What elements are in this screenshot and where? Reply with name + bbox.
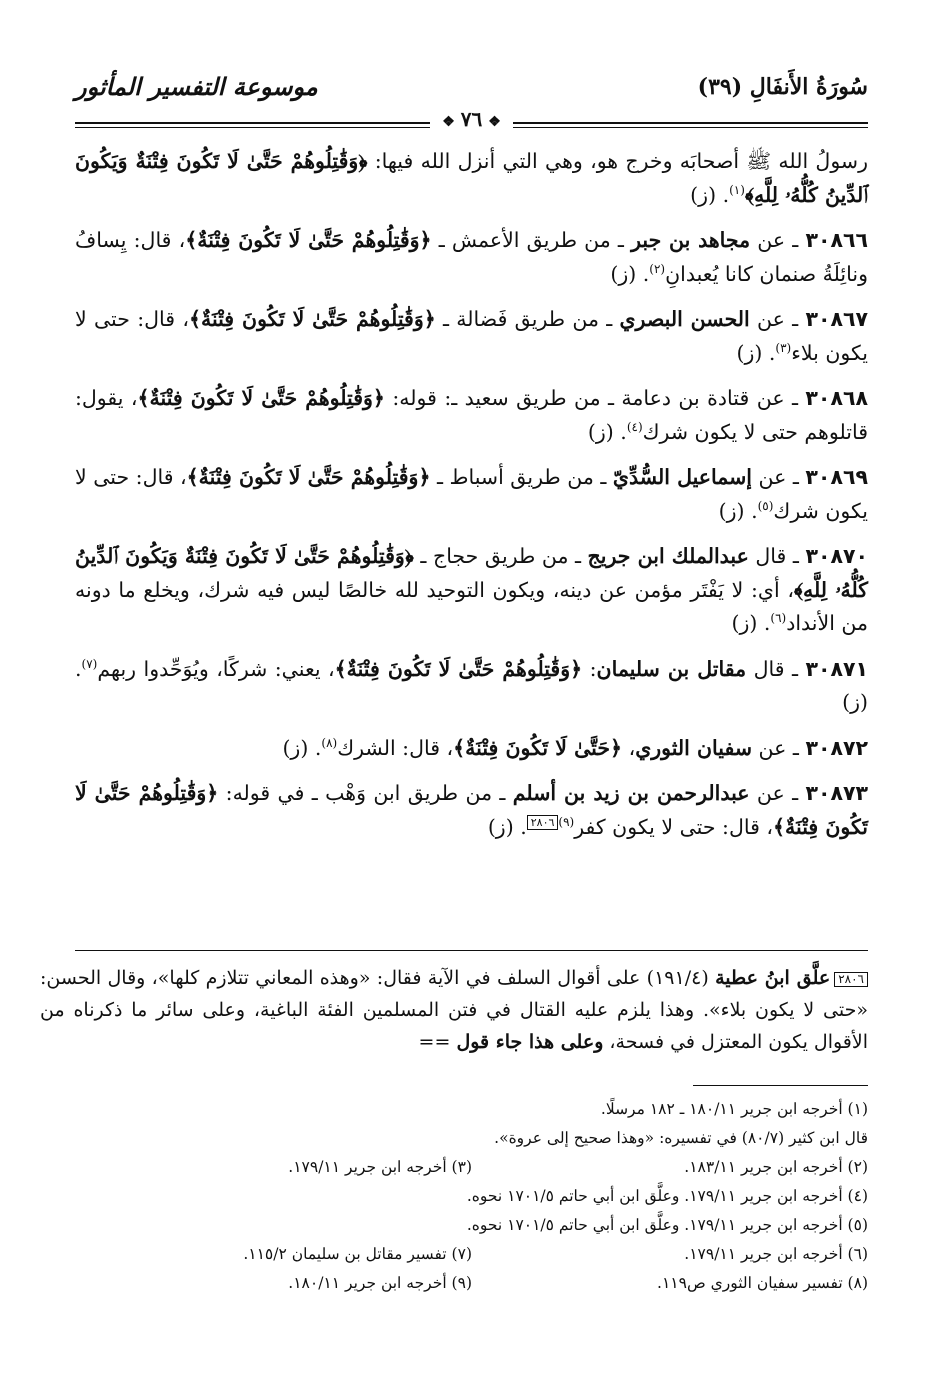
source-mark: . (ز) — [736, 340, 776, 365]
footnote-item: (٨) تفسير سفيان الثوري ص١١٩. — [657, 1274, 868, 1292]
narration-chain: ـ من طريق حجاج ـ — [413, 544, 588, 568]
surah-title: سُورَةُ الأَنفَالِ (٣٩) — [697, 74, 868, 100]
quran-quote: ﴿وَقَٰتِلُوهُمْ حَتَّىٰ لَا تَكُونَ فِتْنَةٌ وَيَكُونَ ٱلدِّينُ كُلُّهُۥ لِلَّهِ﴾ — [75, 544, 868, 602]
page-number-text: ٧٦ — [460, 107, 483, 131]
footnote-row — [75, 1211, 868, 1240]
ornament-icon: ❖ — [488, 114, 501, 130]
narration-text: ، قال: حتى لا يكون شرك — [75, 465, 868, 523]
narration-connector: ـ عن — [750, 228, 806, 252]
quran-quote: ﴿وَقَٰتِلُوهُمْ حَتَّىٰ لَا تَكُونَ فِتْنَةٌ﴾ — [75, 781, 868, 839]
footnote-item: قال ابن كثير (٨٠/٧) في تفسيره: «وهذا صحيح إلى عروة». — [494, 1129, 868, 1147]
source-mark: . (ز) — [282, 735, 322, 760]
footnote-item: (٩) أخرجه ابن جرير ١٨٠/١١. — [288, 1274, 472, 1292]
footnote-item: (٤) أخرجه ابن جرير ١٧٩/١١. وعلَّق ابن أبي حاتم ١٧٠١/٥ نحوه. — [466, 1187, 868, 1205]
narrator-name: الحسن البصري — [619, 307, 750, 331]
commentary-text: (١٩١/٤) على أقوال السلف في الآية فقال: «وهذه المعاني تتلازم كلها»، وقال الحسن: «حتى لا يكون بلاء». وهذا يلزم عليه القتال في فتن المسلمين الفئة الباغية، وعلى سائر ما ذكرناه من الأقوال يكون المعتزل في فسحة، — [40, 967, 868, 1053]
narration-chain: ، — [622, 735, 636, 760]
narration-number: ٣٠٨٦٦ — [805, 228, 868, 252]
narration-connector: ـ قال — [748, 544, 806, 568]
narration-text: ، قال: الشرك — [337, 735, 454, 760]
source-mark: . (ز) — [690, 182, 730, 207]
narrator-name: عبدالرحمن بن زيد بن أسلم — [512, 781, 750, 805]
narrator-name: إسماعيل السُّدِّيّ — [612, 465, 752, 489]
narration-chain: ـ من طريق الأعمش ـ — [431, 228, 632, 252]
narrator-name: مقاتل بن سليمان — [596, 656, 747, 681]
narration-connector: ـ عن — [749, 781, 806, 805]
narration-text: ، يقول: قاتلوهم حتى لا يكون شرك — [75, 386, 868, 444]
narration-chain: ـ من طريق فَضالة ـ — [435, 307, 620, 331]
footnote-item: (٣) أخرجه ابن جرير ١٧٩/١١. — [288, 1158, 472, 1176]
footnote-ref[interactable]: (٨) — [321, 735, 338, 750]
quran-quote: ﴿وَقَٰتِلُوهُمْ حَتَّىٰ لَا تَكُونَ فِتْنَةٌ وَيَكُونَ ٱلدِّينُ كُلُّهُۥ لِلَّهِ﴾ — [75, 149, 868, 207]
source-mark: . (ز) — [75, 656, 868, 714]
narration-text: ، أي: لا يَفْتَر مؤمن عن دينه، ويكون التوحيد لله خالصًا ليس فيه شرك، ويخلع ما دونه من الأنداد — [75, 577, 868, 635]
narration-chain: : — [582, 656, 597, 681]
footnote-row — [75, 1182, 868, 1211]
narration-chain: قتادة بن دعامة ـ من طريق سعيد ـ: قوله: — [384, 386, 750, 410]
page-number — [430, 107, 513, 131]
narration-text: ، قال: حتى لا يكون بلاء — [75, 307, 868, 365]
footnote-ref[interactable]: (٥) — [757, 498, 774, 513]
source-mark: . (ز) — [587, 419, 627, 444]
narration-connector: ـ عن — [752, 465, 806, 489]
footnote-ref[interactable]: (٢) — [649, 261, 666, 276]
narrator-name: مجاهد بن جبر — [631, 228, 751, 252]
narration-list — [75, 224, 868, 844]
narration-number: ٣٠٨٦٧ — [805, 307, 868, 331]
commentary-separator — [75, 950, 868, 951]
narration-text: ، يعني: شركًا، ويُوَحِّدوا ربهم — [97, 656, 335, 681]
quran-quote: ﴿وَقَٰتِلُوهُمْ حَتَّىٰ لَا تَكُونَ فِتْنَةٌ﴾ — [185, 228, 432, 252]
intro-text: رسولُ الله ﷺ أصحابَه وخرج هو، وهي التي أنزل الله فيها: — [367, 149, 868, 173]
commentary-box-number: ٢٨٠٦ — [834, 972, 868, 987]
footnote-ref[interactable]: (٤) — [626, 419, 643, 434]
narration-connector: ـ عن — [749, 307, 806, 331]
footnotes — [75, 1095, 868, 1298]
footnote-ref[interactable]: (١) — [729, 182, 745, 197]
narration-number: ٣٠٨٧٠ — [805, 544, 868, 568]
narration-entry — [75, 303, 868, 370]
narration-entry — [75, 653, 868, 720]
narration-number: ٣٠٨٧١ — [805, 656, 868, 681]
footnote-ref[interactable]: (٩) — [558, 814, 575, 829]
footnote-row — [75, 1095, 868, 1124]
narration-number: ٣٠٨٦٨ — [805, 386, 868, 410]
narrator-name: سفيان الثوري — [635, 735, 753, 760]
quran-quote: ﴿وَقَٰتِلُوهُمْ حَتَّىٰ لَا تَكُونَ فِتْنَةٌ﴾ — [186, 465, 431, 489]
narration-connector: ـ عن — [752, 735, 806, 760]
main-text — [75, 145, 868, 856]
footnote-ref[interactable]: (٣) — [775, 340, 792, 355]
narration-text: ، قال: يِسافُ ونائِلَةُ صنمان كانا يُعبدانِ — [75, 228, 868, 286]
narration-chain: ـ من طريق أسباط ـ — [430, 465, 613, 489]
footnote-row — [75, 1153, 868, 1182]
ornament-icon: ❖ — [442, 114, 455, 130]
source-mark: . (ز) — [487, 814, 527, 839]
commentary-note — [40, 962, 868, 1058]
footnote-item: (٧) تفسير مقاتل بن سليمان ١١٥/٢. — [243, 1245, 472, 1263]
narration-entry — [75, 461, 868, 528]
page-number-area — [0, 107, 943, 131]
source-mark: . (ز) — [718, 498, 758, 523]
narration-number: ٣٠٨٧٣ — [805, 781, 868, 805]
footnote-row — [75, 1240, 868, 1269]
narration-text: ، قال: حتى لا يكون كفر — [574, 814, 774, 839]
commentary-bold-tail: وعلى هذا جاء قول — [456, 1031, 604, 1053]
quran-quote: ﴿وَقَٰتِلُوهُمْ حَتَّىٰ لَا تَكُونَ فِتْنَةٌ﴾ — [334, 656, 583, 681]
footnote-row — [75, 1269, 868, 1298]
footnote-item: (٥) أخرجه ابن جرير ١٧٩/١١. وعلَّق ابن أبي حاتم ١٧٠١/٥ نحوه. — [466, 1216, 868, 1234]
narration-entry — [75, 777, 868, 844]
narration-entry — [75, 224, 868, 291]
footnote-item: (٢) أخرجه ابن جرير ١٨٣/١١. — [684, 1158, 868, 1176]
footnote-separator — [693, 1085, 868, 1086]
running-header — [75, 72, 868, 112]
book-title: موسوعة التفسير المأثور — [75, 72, 318, 101]
narration-number: ٣٠٨٦٩ — [805, 465, 868, 489]
quran-quote: ﴿وَقَٰتِلُوهُمْ حَتَّىٰ لَا تَكُونَ فِتْنَةٌ﴾ — [188, 307, 436, 331]
quran-quote: ﴿حَتَّىٰ لَا تَكُونَ فِتْنَةٌ﴾ — [453, 735, 623, 760]
commentary-box-ref[interactable]: ٢٨٠٦ — [527, 815, 559, 830]
footnote-ref[interactable]: (٧) — [81, 656, 98, 671]
source-mark: . (ز) — [610, 261, 650, 286]
narration-connector: ـ عن — [749, 386, 806, 410]
source-mark: . (ز) — [731, 611, 771, 635]
footnote-item: (٦) أخرجه ابن جرير ١٧٩/١١. — [684, 1245, 868, 1263]
narration-chain: ـ من طريق ابن وَهْب ـ في قوله: — [218, 781, 513, 805]
intro-paragraph — [75, 145, 868, 212]
narration-entry — [75, 540, 868, 641]
narration-connector: ـ قال — [746, 656, 806, 681]
narration-number: ٣٠٨٧٢ — [805, 735, 868, 760]
footnote-row — [75, 1124, 868, 1153]
footnote-item: (١) أخرجه ابن جرير ١٨٠/١١ ـ ١٨٢ مرسلًا. — [600, 1100, 868, 1118]
narration-entry — [75, 382, 868, 449]
commentary-lead: علَّق ابنُ عطية — [715, 967, 831, 989]
narrator-name: عبدالملك ابن جريج — [587, 544, 749, 568]
continuation-mark: == — [418, 1031, 457, 1053]
quran-quote: ﴿وَقَٰتِلُوهُمْ حَتَّىٰ لَا تَكُونَ فِتْنَةٌ﴾ — [137, 386, 385, 410]
narration-entry — [75, 732, 868, 766]
footnote-ref[interactable]: (٦) — [770, 611, 787, 626]
